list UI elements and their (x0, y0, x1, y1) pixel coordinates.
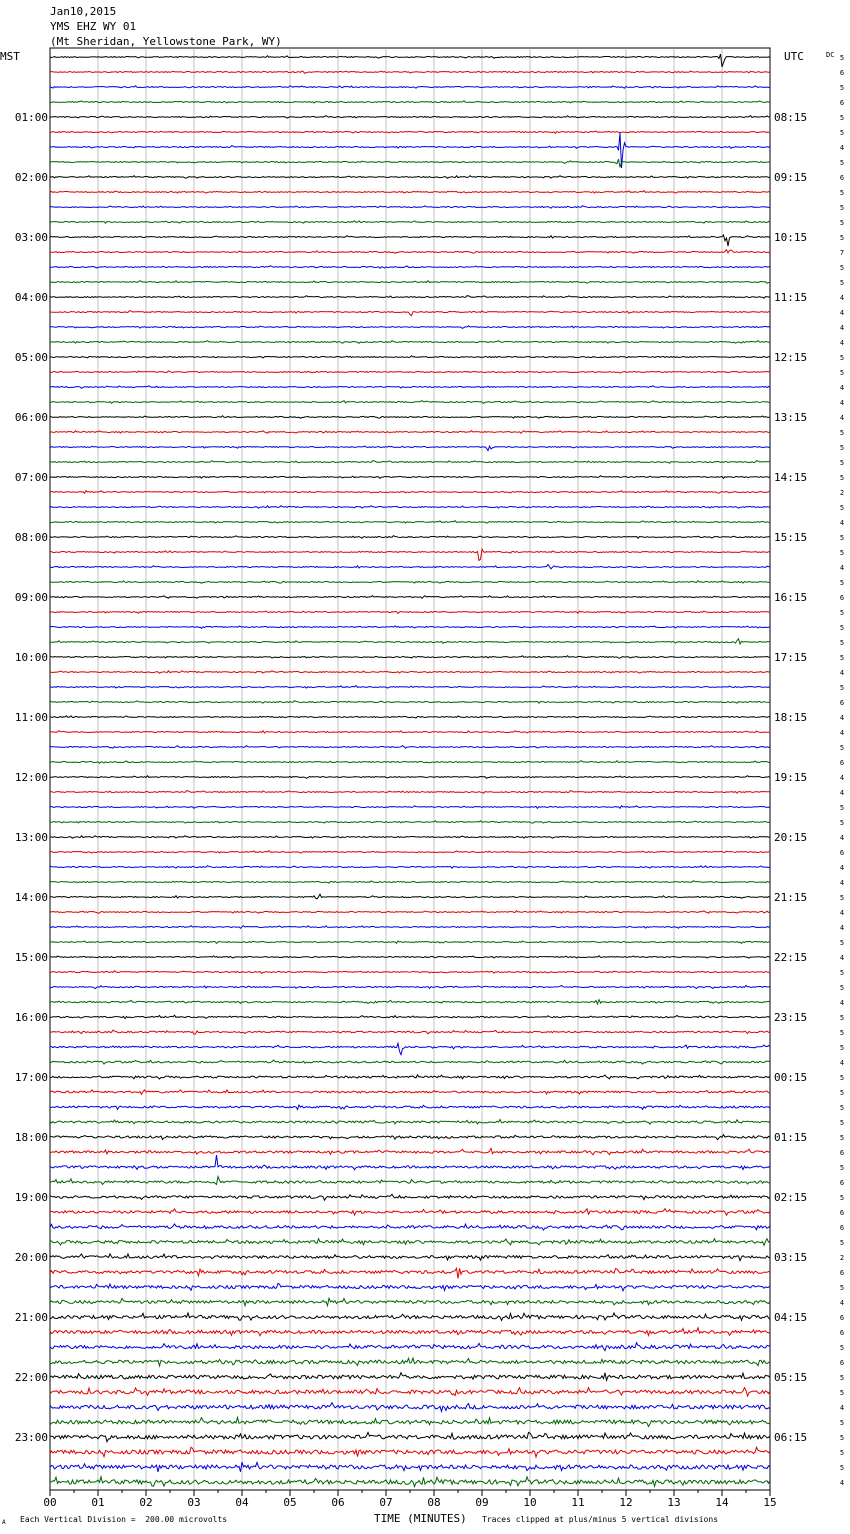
right-timezone-label: UTC (784, 50, 804, 63)
x-tick-label: 02 (139, 1496, 153, 1509)
dc-offset-value: 4 (839, 1299, 845, 1307)
seismic-trace (50, 341, 770, 344)
seismic-trace (50, 894, 770, 899)
dc-offset-value: 4 (839, 324, 845, 332)
seismic-trace (50, 761, 770, 764)
dc-offset-value: 5 (839, 429, 845, 437)
hour-label-right: 00:15 (774, 1071, 808, 1084)
dc-offset-value: 4 (839, 339, 845, 347)
dc-offset-value: 2 (839, 1254, 845, 1262)
seismic-trace (50, 1298, 770, 1305)
seismic-trace (50, 731, 770, 733)
dc-offset-value: 4 (839, 774, 845, 782)
dc-offset-value: 4 (839, 879, 845, 887)
seismic-trace (50, 956, 770, 958)
dc-offset-value: 5 (839, 279, 845, 287)
seismic-trace (50, 581, 770, 584)
seismic-trace (50, 626, 770, 628)
dc-offset-value: 5 (839, 264, 845, 272)
seismic-trace (50, 821, 770, 823)
dc-offset-value: 6 (839, 1329, 845, 1337)
dc-offset-value: 4 (839, 729, 845, 737)
dc-offset-value: 5 (839, 1044, 845, 1052)
hour-label-left: 13:00 (14, 831, 48, 844)
seismic-trace (50, 176, 770, 179)
seismic-trace (50, 836, 770, 839)
left-timezone-label: MST (0, 50, 20, 63)
dc-offset-value: 4 (839, 909, 845, 917)
seismic-trace (50, 776, 770, 779)
seismic-trace (50, 611, 770, 613)
hour-label-left: 18:00 (14, 1131, 48, 1144)
seismic-trace (50, 191, 770, 194)
dc-offset-value: 4 (839, 384, 845, 392)
dc-offset-value: 5 (839, 1239, 845, 1247)
seismic-trace (50, 866, 770, 869)
hour-label-right: 05:15 (774, 1371, 808, 1384)
dc-offset-value: 5 (839, 219, 845, 227)
dc-offset-value: 4 (839, 1059, 845, 1067)
seismic-trace (50, 806, 770, 809)
seismic-trace (50, 116, 770, 119)
seismic-trace (50, 1462, 770, 1472)
dc-offset-value: 5 (839, 639, 845, 647)
hour-label-right: 01:15 (774, 1131, 808, 1144)
dc-offset-value: 4 (839, 309, 845, 317)
seismic-trace (50, 131, 770, 133)
dc-offset-value: 5 (839, 969, 845, 977)
dc-offset-value: 5 (839, 1389, 845, 1397)
dc-offset-value: 4 (839, 399, 845, 407)
dc-offset-value: 5 (839, 1119, 845, 1127)
x-tick-label: 01 (91, 1496, 105, 1509)
x-tick-label: 07 (379, 1496, 393, 1509)
dc-offset-value: 5 (839, 369, 845, 377)
seismic-trace (50, 1239, 770, 1246)
dc-offset-value: 5 (839, 984, 845, 992)
hour-label-right: 21:15 (774, 891, 808, 904)
seismic-trace (50, 1268, 770, 1278)
x-tick-label: 14 (715, 1496, 729, 1509)
seismic-trace (50, 1358, 770, 1366)
hour-label-right: 19:15 (774, 771, 808, 784)
seismic-trace (50, 881, 770, 883)
seismic-trace (50, 1477, 770, 1487)
dc-offset-value: 5 (839, 504, 845, 512)
seismic-trace (50, 386, 770, 389)
dc-offset-value: 5 (839, 204, 845, 212)
dc-offset-value: 5 (839, 1074, 845, 1082)
dc-offset-value: 6 (839, 849, 845, 857)
hour-label-right: 15:15 (774, 531, 808, 544)
seismic-trace (50, 746, 770, 749)
seismic-trace (50, 506, 770, 509)
location-label: (Mt Sheridan, Yellowstone Park, WY) (50, 35, 282, 48)
seismic-trace (50, 1194, 770, 1200)
hour-label-right: 16:15 (774, 591, 808, 604)
seismic-trace (50, 639, 770, 644)
dc-offset-value: 5 (839, 1164, 845, 1172)
hour-label-left: 14:00 (14, 891, 48, 904)
seismic-trace (50, 926, 770, 929)
seismic-trace (50, 296, 770, 299)
seismic-trace (50, 221, 770, 223)
seismic-trace (50, 1388, 770, 1397)
seismic-trace (50, 1254, 770, 1261)
dc-offset-value: 5 (839, 1029, 845, 1037)
seismic-trace (50, 656, 770, 658)
hour-label-left: 02:00 (14, 171, 48, 184)
x-tick-label: 04 (235, 1496, 249, 1509)
seismic-trace (50, 1283, 770, 1290)
dc-offset-value: 4 (839, 564, 845, 572)
seismic-trace (50, 1417, 770, 1426)
dc-offset-value: 2 (839, 489, 845, 497)
dc-offset-value: 6 (839, 1269, 845, 1277)
dc-offset-value: 5 (839, 579, 845, 587)
dc-offset-value: 4 (839, 789, 845, 797)
dc-offset-value: 6 (839, 99, 845, 107)
hour-label-left: 16:00 (14, 1011, 48, 1024)
seismic-trace (50, 1043, 770, 1054)
dc-offset-value: 4 (839, 834, 845, 842)
hour-label-right: 18:15 (774, 711, 808, 724)
seismic-trace (50, 521, 770, 524)
dc-offset-value: 5 (839, 459, 845, 467)
seismic-trace (50, 101, 770, 103)
seismic-trace (50, 686, 770, 689)
seismic-trace (50, 549, 770, 560)
dc-offset-value: 4 (839, 144, 845, 152)
dc-offset-value: 6 (839, 1149, 845, 1157)
seismic-trace (50, 446, 770, 451)
dc-offset-value: 5 (839, 744, 845, 752)
dc-offset-value: 4 (839, 714, 845, 722)
seismic-trace (50, 536, 770, 539)
x-tick-label: 05 (283, 1496, 297, 1509)
seismic-trace (50, 159, 770, 167)
hour-label-right: 12:15 (774, 351, 808, 364)
dc-offset-value: 7 (839, 249, 845, 257)
seismic-trace (50, 1060, 770, 1064)
dc-offset-value: 5 (839, 549, 845, 557)
dc-offset-value: 5 (839, 444, 845, 452)
hour-label-right: 23:15 (774, 1011, 808, 1024)
dc-offset-value: 5 (839, 1344, 845, 1352)
seismic-trace (50, 401, 770, 404)
seismic-trace (50, 281, 770, 284)
hour-label-left: 08:00 (14, 531, 48, 544)
seismic-trace (50, 701, 770, 704)
x-tick-label: 08 (427, 1496, 441, 1509)
seismic-trace (50, 1224, 770, 1230)
seismic-trace (50, 1000, 770, 1005)
seismic-trace (50, 791, 770, 794)
hour-label-left: 03:00 (14, 231, 48, 244)
seismic-trace (50, 911, 770, 914)
seismic-trace (50, 1343, 770, 1351)
seismic-trace (50, 71, 770, 74)
x-axis-title: TIME (MINUTES) (374, 1512, 467, 1525)
dc-offset-value: 5 (839, 894, 845, 902)
dc-offset-value: 5 (839, 534, 845, 542)
seismic-trace (50, 461, 770, 464)
dc-offset-value: 4 (839, 294, 845, 302)
dc-offset-value: 6 (839, 594, 845, 602)
seismic-trace (50, 1135, 770, 1140)
dc-offset-value: 5 (839, 654, 845, 662)
dc-offset-value: 6 (839, 1209, 845, 1217)
dc-offset-value: 6 (839, 174, 845, 182)
hour-label-right: 08:15 (774, 111, 808, 124)
seismic-trace (50, 1209, 770, 1216)
seismic-trace (50, 1177, 770, 1185)
seismic-trace (50, 371, 770, 373)
hour-label-right: 22:15 (774, 951, 808, 964)
hour-label-left: 12:00 (14, 771, 48, 784)
seismic-trace (50, 1155, 770, 1170)
dc-offset-value: 5 (839, 1089, 845, 1097)
seismic-trace (50, 986, 770, 989)
hour-label-left: 23:00 (14, 1431, 48, 1444)
seismic-trace (50, 1105, 770, 1109)
hour-label-right: 20:15 (774, 831, 808, 844)
seismic-trace (50, 1148, 770, 1154)
hour-label-left: 19:00 (14, 1191, 48, 1204)
dc-offset-value: 5 (839, 1464, 845, 1472)
dc-offset-value: 5 (839, 939, 845, 947)
hour-label-right: 11:15 (774, 291, 808, 304)
seismic-trace (50, 206, 770, 209)
hour-label-right: 10:15 (774, 231, 808, 244)
seismic-trace (50, 716, 770, 718)
hour-label-right: 04:15 (774, 1311, 808, 1324)
dc-offset-value: 4 (839, 924, 845, 932)
dc-offset-value: 6 (839, 1359, 845, 1367)
hour-label-left: 11:00 (14, 711, 48, 724)
hour-label-left: 01:00 (14, 111, 48, 124)
x-tick-label: 15 (763, 1496, 777, 1509)
dc-offset-value: 5 (839, 189, 845, 197)
hour-label-right: 02:15 (774, 1191, 808, 1204)
dc-offset-value: 4 (839, 1404, 845, 1412)
dc-offset-value: 6 (839, 759, 845, 767)
clip-note: Traces clipped at plus/minus 5 vertical divisions (482, 1515, 719, 1524)
dc-offset-value: 4 (839, 954, 845, 962)
seismic-trace (50, 416, 770, 419)
dc-offset-value: 4 (839, 414, 845, 422)
seismic-trace (50, 1090, 770, 1095)
dc-offset-value: 5 (839, 1014, 845, 1022)
dc-offset-value: 4 (839, 864, 845, 872)
x-tick-label: 13 (667, 1496, 681, 1509)
dc-offset-value: 5 (839, 54, 845, 62)
dc-offset-value: 6 (839, 1224, 845, 1232)
hour-label-right: 09:15 (774, 171, 808, 184)
seismic-trace (50, 971, 770, 974)
seismic-trace (50, 565, 770, 569)
dc-offset-value: 6 (839, 1314, 845, 1322)
hour-label-left: 22:00 (14, 1371, 48, 1384)
seismic-trace (50, 1432, 770, 1441)
dc-offset-value: 5 (839, 234, 845, 242)
dc-offset-value: 5 (839, 819, 845, 827)
hour-label-left: 07:00 (14, 471, 48, 484)
seismic-trace (50, 1328, 770, 1336)
dc-offset-value: 4 (839, 1479, 845, 1487)
seismic-trace (50, 1030, 770, 1034)
x-tick-label: 03 (187, 1496, 201, 1509)
x-tick-label: 12 (619, 1496, 633, 1509)
seismic-trace (50, 491, 770, 494)
hour-label-left: 20:00 (14, 1251, 48, 1264)
seismic-trace (50, 326, 770, 329)
seismic-trace (50, 250, 770, 254)
dc-offset-value: 6 (839, 699, 845, 707)
seismic-trace (50, 431, 770, 434)
dc-offset-value: 5 (839, 1449, 845, 1457)
dc-offset-value: 5 (839, 354, 845, 362)
dc-offset-value: 5 (839, 624, 845, 632)
dc-offset-value: 5 (839, 84, 845, 92)
dc-offset-header: DC (826, 51, 835, 59)
hour-label-left: 06:00 (14, 411, 48, 424)
seismic-trace (50, 1447, 770, 1457)
seismic-trace (50, 671, 770, 674)
date-label: Jan10,2015 (50, 5, 117, 18)
dc-offset-value: 4 (839, 999, 845, 1007)
dc-offset-value: 5 (839, 609, 845, 617)
seismic-trace (50, 1313, 770, 1321)
x-tick-label: 06 (331, 1496, 345, 1509)
dc-offset-value: 5 (839, 1104, 845, 1112)
seismic-trace (50, 1403, 770, 1412)
hour-label-right: 14:15 (774, 471, 808, 484)
dc-offset-value: 4 (839, 519, 845, 527)
dc-offset-value: 5 (839, 1284, 845, 1292)
seismic-trace (50, 356, 770, 358)
dc-offset-value: 5 (839, 1194, 845, 1202)
hour-label-left: 17:00 (14, 1071, 48, 1084)
seismic-trace (50, 851, 770, 854)
seismic-trace (50, 596, 770, 599)
seismic-trace (50, 1373, 770, 1381)
hour-label-left: 21:00 (14, 1311, 48, 1324)
dc-offset-value: 5 (839, 1419, 845, 1427)
dc-offset-value: 5 (839, 804, 845, 812)
seismic-trace (50, 266, 770, 269)
hour-label-right: 03:15 (774, 1251, 808, 1264)
dc-offset-value: 5 (839, 1134, 845, 1142)
seismic-trace (50, 1075, 770, 1079)
footer-mark: A (2, 1519, 6, 1526)
seismic-trace (50, 311, 770, 316)
hour-label-right: 06:15 (774, 1431, 808, 1444)
dc-offset-value: 5 (839, 129, 845, 137)
seismic-trace (50, 54, 770, 67)
x-tick-label: 11 (571, 1496, 585, 1509)
hour-label-left: 05:00 (14, 351, 48, 364)
plot-frame (50, 48, 770, 1490)
seismic-trace (50, 1120, 770, 1125)
seismic-trace (50, 235, 770, 246)
scale-note: Each Vertical Division = 200.00 microvolts (20, 1515, 228, 1524)
hour-label-right: 17:15 (774, 651, 808, 664)
dc-offset-value: 6 (839, 69, 845, 77)
dc-offset-value: 5 (839, 114, 845, 122)
hour-label-right: 13:15 (774, 411, 808, 424)
hour-label-left: 04:00 (14, 291, 48, 304)
hour-label-left: 15:00 (14, 951, 48, 964)
seismic-trace (50, 941, 770, 943)
dc-offset-value: 5 (839, 159, 845, 167)
x-tick-label: 09 (475, 1496, 489, 1509)
seismic-trace (50, 1015, 770, 1018)
seismic-trace (50, 476, 770, 479)
channel-label: YMS EHZ WY 01 (50, 20, 137, 33)
dc-offset-value: 4 (839, 669, 845, 677)
hour-label-left: 10:00 (14, 651, 48, 664)
x-tick-label: 10 (523, 1496, 537, 1509)
hour-label-left: 09:00 (14, 591, 48, 604)
dc-offset-value: 5 (839, 1434, 845, 1442)
dc-offset-value: 6 (839, 1179, 845, 1187)
dc-offset-value: 5 (839, 684, 845, 692)
seismic-trace (50, 86, 770, 89)
x-tick-label: 00 (43, 1496, 57, 1509)
dc-offset-value: 5 (839, 474, 845, 482)
dc-offset-value: 5 (839, 1374, 845, 1382)
